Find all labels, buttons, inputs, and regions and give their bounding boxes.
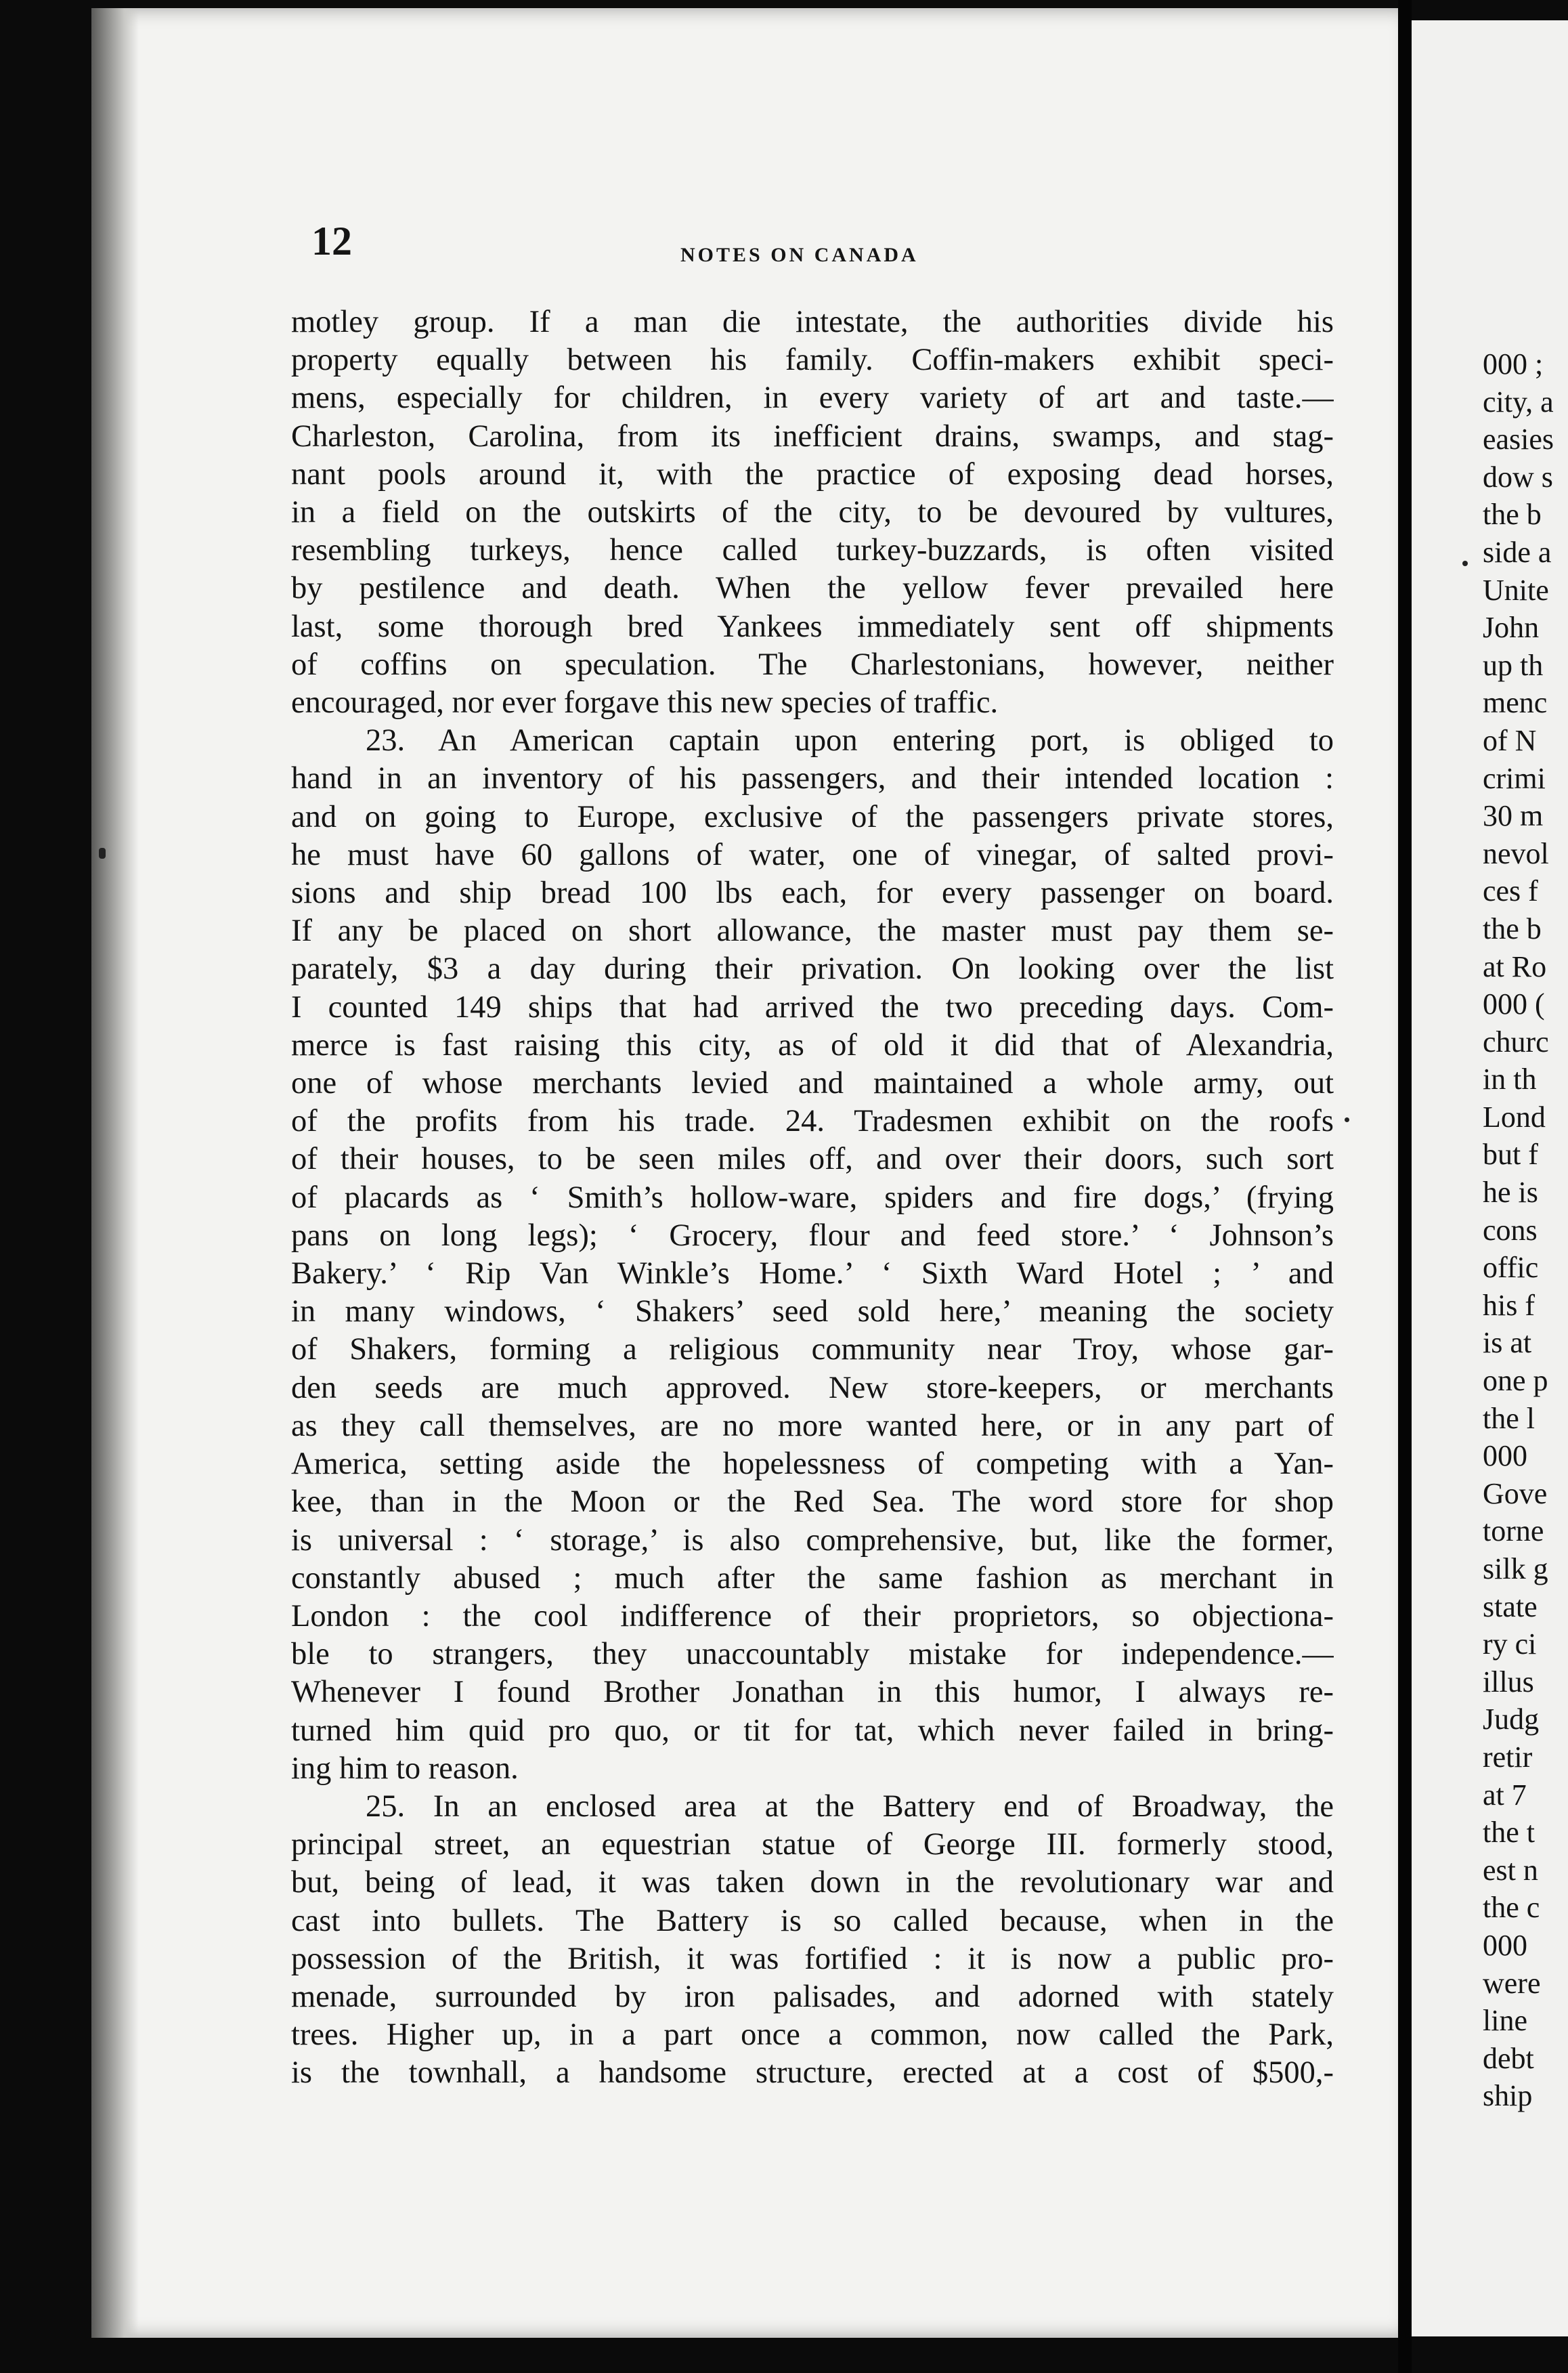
facing-page-line-fragment: is at [1483, 1326, 1532, 1360]
facing-page-text [1483, 345, 1568, 2115]
facing-page-line-fragment: Lond [1483, 1100, 1546, 1134]
facing-page-line-fragment: 000 [1483, 1439, 1527, 1473]
facing-page-line-fragment: John [1483, 611, 1540, 645]
facing-page-line-fragment: 000 ( [1483, 987, 1545, 1021]
main-text-block [291, 303, 1334, 2093]
text-line: 23. An American captain upon entering port, is obliged to [366, 723, 1334, 758]
facing-page-line-fragment: the t [1483, 1816, 1535, 1850]
text-line: last, some thorough bred Yankees immediately sent off shipments [291, 609, 1334, 644]
facing-page-line-fragment: the c [1483, 1891, 1540, 1925]
text-line: kee, than in the Moon or the Red Sea. The word store for shop [291, 1484, 1334, 1520]
text-line: I counted 149 ships that had arrived the two preceding days. Com- [291, 989, 1334, 1025]
facing-page-line-fragment: torne [1483, 1514, 1544, 1548]
facing-page-line-fragment: in th [1483, 1063, 1537, 1096]
facing-page-line-fragment: debt [1483, 2041, 1534, 2075]
text-line: turned him quid pro quo, or tit for tat, which never failed in bring- [291, 1713, 1334, 1748]
facing-page-line-fragment: the b [1483, 498, 1542, 532]
text-line: parately, $3 a day during their privation. On looking over the list [291, 952, 1334, 987]
facing-page-line-fragment: state [1483, 1589, 1538, 1623]
text-line: he must have 60 gallons of water, one of vinegar, of salted provi- [291, 837, 1334, 872]
facing-page-line-fragment: crimi [1483, 761, 1546, 795]
facing-page-line-fragment: 000 ; [1483, 347, 1544, 381]
page-binding-shadow [91, 8, 139, 2338]
text-line: possession of the British, it was fortified : it is now a public pro- [291, 1941, 1334, 1976]
facing-page-line-fragment: but f [1483, 1138, 1538, 1172]
text-line: ble to strangers, they unaccountably mistake for independence.— [291, 1637, 1334, 1672]
facing-page-line-fragment: he is [1483, 1176, 1538, 1210]
facing-page-line-fragment: side a [1483, 535, 1552, 569]
facing-page-line-fragment: cons [1483, 1213, 1538, 1247]
facing-page-line-fragment: ry ci [1483, 1627, 1537, 1661]
text-line: motley group. If a man die intestate, the authorities divide his [291, 305, 1334, 339]
text-line: encouraged, nor ever forgave this new species of traffic. [291, 685, 999, 721]
text-line: nant pools around it, with the practice of exposing dead horses, [291, 456, 1334, 492]
facing-page-line-fragment: 30 m [1483, 799, 1544, 833]
text-line: Whenever I found Brother Jonathan in this humor, I always re- [291, 1675, 1334, 1710]
facing-page-line-fragment: ship [1483, 2079, 1533, 2113]
facing-page-line-fragment: the b [1483, 912, 1542, 945]
book-gutter [1398, 0, 1412, 2373]
text-line: is the townhall, a handsome structure, erected at a cost of $500,- [291, 2055, 1334, 2091]
facing-page-line-fragment: menc [1483, 686, 1548, 720]
text-line: in a field on the outskirts of the city, to be devoured by vultures, [291, 495, 1334, 530]
facing-page-line-fragment: Judg [1483, 1703, 1540, 1736]
text-line: one of whose merchants levied and maintained a whole army, out [291, 1066, 1334, 1101]
text-line: mens, especially for children, in every variety of art and taste.— [291, 381, 1334, 416]
margin-ink-dot [1345, 1117, 1349, 1122]
text-line: Charleston, Carolina, from its inefficient drains, swamps, and stag- [291, 419, 1334, 454]
facing-page-line-fragment: illus [1483, 1665, 1534, 1698]
text-line: is universal : ‘ storage,’ is also comprehensive, but, like the former, [291, 1522, 1334, 1558]
facing-page-line-fragment: offic [1483, 1251, 1539, 1285]
facing-page-line-fragment: at 7 [1483, 1778, 1527, 1812]
facing-page-line-fragment: silk g [1483, 1552, 1548, 1585]
facing-page-line-fragment: ces f [1483, 874, 1538, 908]
facing-page-line-fragment: one p [1483, 1364, 1548, 1398]
text-line: America, setting aside the hopelessness of competing with a Yan- [291, 1447, 1334, 1482]
page-number: 12 [311, 219, 352, 263]
text-line: ing him to reason. [291, 1751, 519, 1786]
text-line: cast into bullets. The Battery is so called because, when in the [291, 1903, 1334, 1938]
text-line: of Shakers, forming a religious community near Troy, whose gar- [291, 1332, 1334, 1367]
text-line: Bakery.’ ‘ Rip Van Winkle’s Home.’ ‘ Sixth Ward Hotel ; ’ and [291, 1256, 1334, 1291]
text-line: 25. In an enclosed area at the Battery end of Broadway, the [366, 1789, 1334, 1824]
text-line: hand in an inventory of his passengers, and their intended location : [291, 761, 1334, 796]
text-line: den seeds are much approved. New store-keepers, or merchants [291, 1370, 1334, 1405]
text-line: and on going to Europe, exclusive of the passengers private stores, [291, 799, 1334, 834]
text-line: menade, surrounded by iron palisades, and adorned with stately [291, 1979, 1334, 2014]
facing-page-line-fragment: dow s [1483, 460, 1553, 494]
margin-ink-mark [99, 848, 106, 859]
text-line: merce is fast raising this city, as of old it did that of Alexandria, [291, 1027, 1334, 1063]
facing-page-line-fragment: at Ro [1483, 949, 1547, 983]
facing-page-line-fragment: retir [1483, 1740, 1533, 1774]
facing-page-line-fragment: est n [1483, 1853, 1538, 1887]
facing-page-line-fragment: 000 [1483, 1928, 1527, 1962]
facing-page-line-fragment: his f [1483, 1288, 1535, 1322]
text-line: of coffins on speculation. The Charlestonians, however, neither [291, 647, 1334, 682]
text-line: of placards as ‘ Smith’s hollow-ware, spiders and fire dogs,’ (frying [291, 1180, 1334, 1215]
text-line: resembling turkeys, hence called turkey-buzzards, is often visited [291, 533, 1334, 568]
text-line: property equally between his family. Coffin-makers exhibit speci- [291, 343, 1334, 378]
facing-page-line-fragment: up th [1483, 648, 1544, 682]
facing-page-line-fragment: churc [1483, 1025, 1549, 1059]
text-line: of the profits from his trade. 24. Tradesmen exhibit on the roofs [291, 1104, 1334, 1139]
text-line: trees. Higher up, in a part once a common, now called the Park, [291, 2017, 1334, 2053]
text-line: of their houses, to be seen miles off, and over their doors, such sort [291, 1142, 1334, 1177]
text-line: as they call themselves, are no more wanted here, or in any part of [291, 1408, 1334, 1443]
text-line: principal street, an equestrian statue of George III. formerly stood, [291, 1827, 1334, 1862]
text-line: in many windows, ‘ Shakers’ seed sold here,’ meaning the society [291, 1294, 1334, 1329]
facing-page-line-fragment: city, a [1483, 385, 1554, 419]
text-line: but, being of lead, it was taken down in the revolutionary war and [291, 1865, 1334, 1900]
margin-ink-dot [1462, 561, 1468, 566]
facing-page-line-fragment: easies [1483, 423, 1554, 456]
text-line: If any be placed on short allowance, the master must pay them se- [291, 914, 1334, 949]
facing-page-line-fragment: Gove [1483, 1476, 1548, 1510]
facing-page-line-fragment: were [1483, 1966, 1541, 2000]
facing-page-line-fragment: nevol [1483, 836, 1549, 870]
facing-page-line-fragment: line [1483, 2004, 1527, 2038]
text-line: London : the cool indifference of their proprietors, so objectiona- [291, 1598, 1334, 1633]
text-line: sions and ship bread 100 lbs each, for every passenger on board. [291, 876, 1334, 911]
facing-page-line-fragment: of N [1483, 723, 1537, 757]
facing-page-line-fragment: Unite [1483, 573, 1549, 607]
text-line: by pestilence and death. When the yellow fever prevailed here [291, 571, 1334, 606]
text-line: constantly abused ; much after the same fashion as merchant in [291, 1560, 1334, 1596]
running-head: NOTES ON CANADA [680, 244, 919, 266]
facing-page-line-fragment: the l [1483, 1401, 1535, 1435]
text-line: pans on long legs); ‘ Grocery, flour and feed store.’ ‘ Johnson’s [291, 1218, 1334, 1253]
